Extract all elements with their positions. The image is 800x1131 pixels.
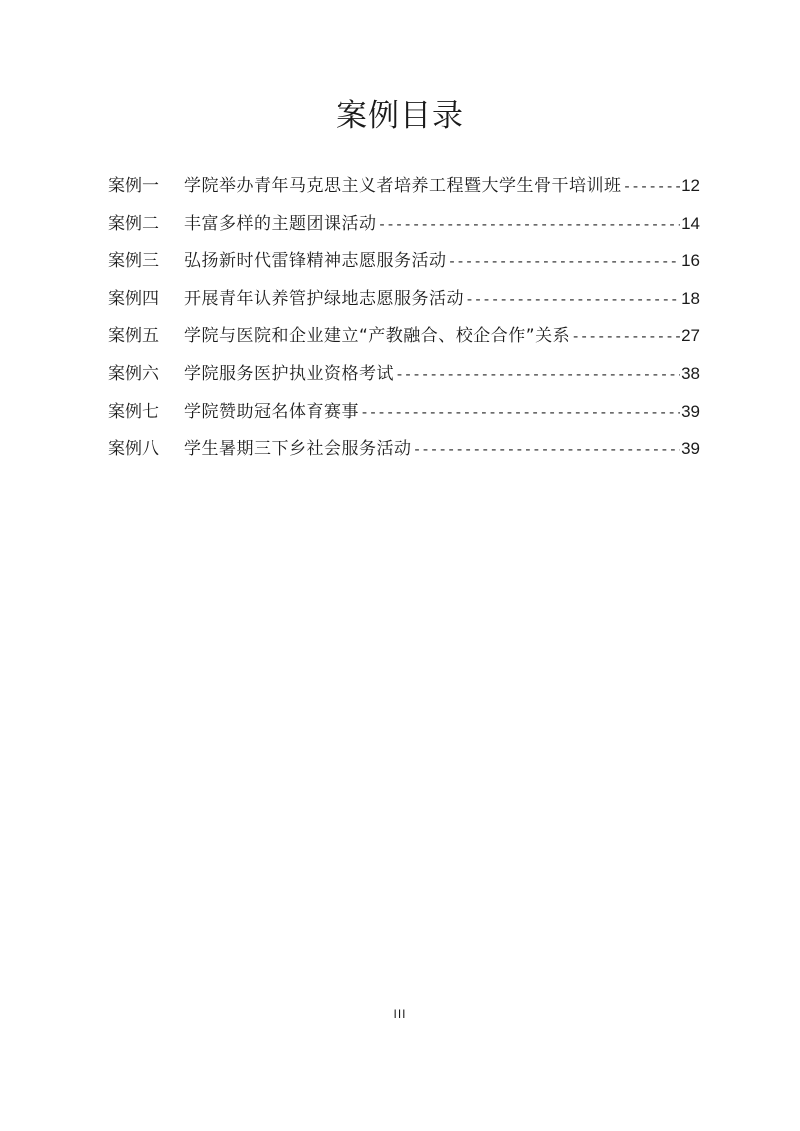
toc-entry-page: 12 xyxy=(681,176,700,195)
toc-entry-title: 学院服务医护执业资格考试 xyxy=(184,363,394,384)
toc-entry-page: 18 xyxy=(681,288,700,308)
toc-entry-label: 案例一 xyxy=(108,176,159,196)
toc-entry-label: 案例五 xyxy=(108,326,159,347)
toc-entry-2[interactable] xyxy=(108,209,700,247)
toc-entry-title: 学院赞助冠名体育赛事 xyxy=(184,401,359,422)
table-of-contents xyxy=(108,171,700,472)
toc-dash-leader xyxy=(395,365,680,383)
toc-entry-7[interactable] xyxy=(108,397,700,435)
toc-entry-label: 案例二 xyxy=(108,213,159,234)
toc-entry-title: 开展青年认养管护绿地志愿服务活动 xyxy=(184,288,464,309)
toc-entry-page: 38 xyxy=(681,363,700,383)
toc-entry-6[interactable] xyxy=(108,359,700,397)
toc-entry-3[interactable] xyxy=(108,246,700,284)
page-title: 案例目录 xyxy=(336,98,464,134)
toc-entry-1[interactable] xyxy=(108,171,700,209)
toc-entry-4[interactable] xyxy=(108,284,700,322)
toc-dash-leader xyxy=(571,327,680,345)
toc-entry-title: 弘扬新时代雷锋精神志愿服务活动 xyxy=(184,251,447,272)
toc-dash-leader xyxy=(448,252,681,270)
toc-entry-label: 案例六 xyxy=(108,363,159,384)
toc-entry-label: 案例三 xyxy=(108,251,159,272)
toc-entry-page: 39 xyxy=(681,439,700,459)
toc-dash-leader xyxy=(465,290,680,308)
toc-entry-title: 学院举办青年马克思主义者培养工程暨大学生骨干培训班 xyxy=(184,176,622,196)
toc-dash-leader xyxy=(623,177,681,195)
toc-dash-leader xyxy=(413,440,681,458)
toc-entry-label: 案例八 xyxy=(108,439,159,460)
page-number: III xyxy=(393,1007,407,1021)
toc-dash-leader xyxy=(360,403,680,421)
toc-entry-page: 27 xyxy=(681,326,700,346)
toc-entry-page: 16 xyxy=(681,251,700,271)
toc-entry-page: 14 xyxy=(681,213,700,233)
toc-entry-title: 学院与医院和企业建立“产教融合、校企合作”关系 xyxy=(184,326,571,347)
toc-entry-page: 39 xyxy=(681,401,700,421)
toc-entry-title: 学生暑期三下乡社会服务活动 xyxy=(184,439,412,460)
toc-entry-label: 案例七 xyxy=(108,401,159,422)
toc-entry-8[interactable] xyxy=(108,434,700,472)
toc-entry-title: 丰富多样的主题团课活动 xyxy=(184,213,377,234)
toc-entry-label: 案例四 xyxy=(108,288,159,309)
toc-dash-leader xyxy=(378,215,681,233)
toc-entry-5[interactable] xyxy=(108,321,700,359)
